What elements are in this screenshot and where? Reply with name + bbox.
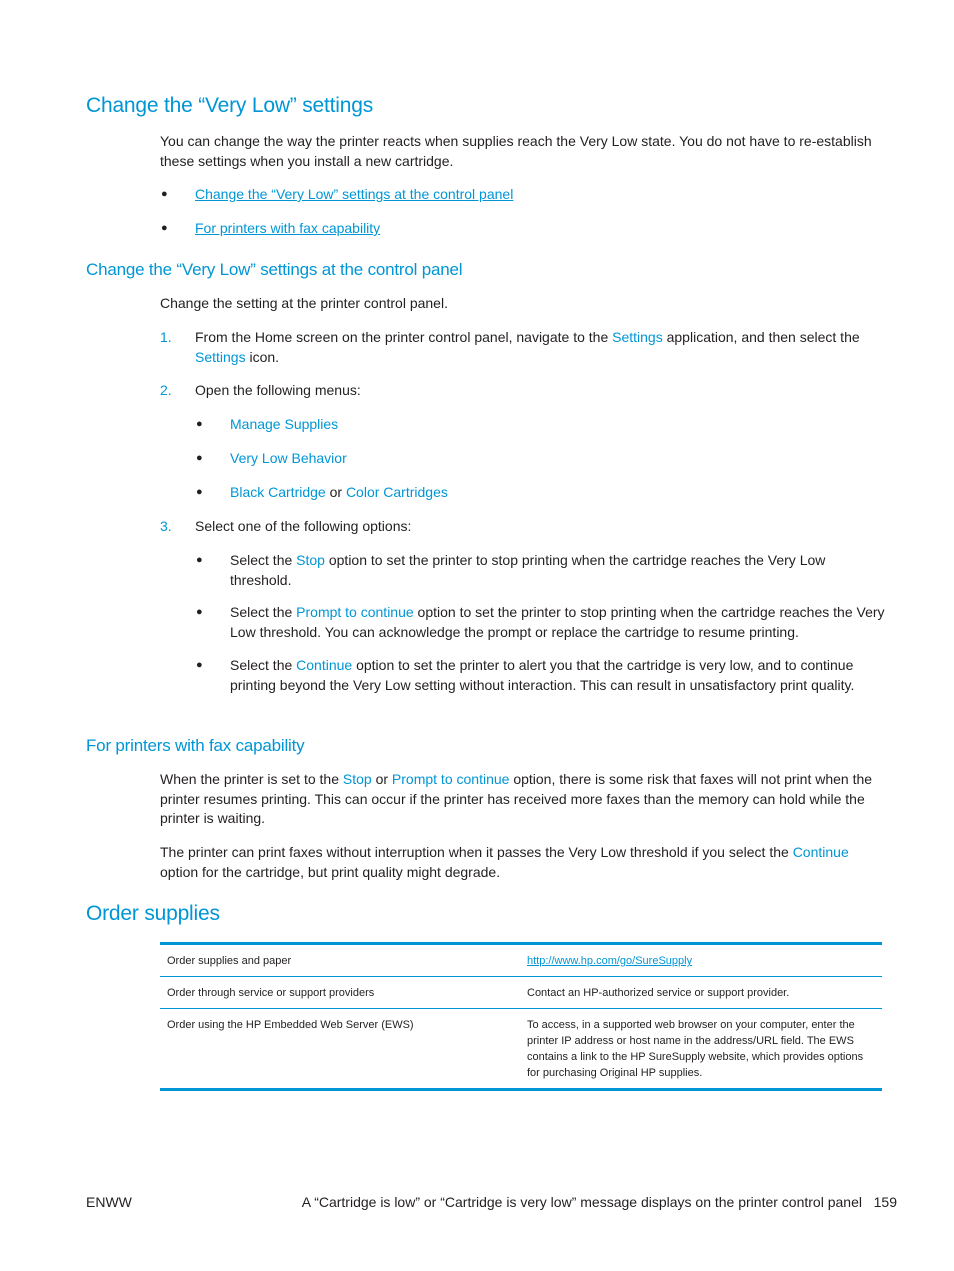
step-number: 3. [160,518,172,534]
section-title-very-low-settings: Change the “Very Low” settings [86,94,373,117]
footer-left-label: ENWW [86,1194,132,1210]
menu-cartridge-choice: Black Cartridge or Color Cartridges [230,484,448,500]
table-cell-value [520,944,882,977]
bullet-icon: ● [161,188,168,200]
subsection-title-control-panel: Change the “Very Low” settings at the control panel [86,260,463,279]
table-cell-label: Order supplies and paper [167,955,292,967]
table-cell-value: Contact an HP-authorized service or support provider. [520,977,882,1009]
bullet-icon: ● [196,554,203,566]
step-1-text: From the Home screen on the printer control panel, navigate to the Settings application, and then select the Settings icon. [195,329,860,365]
option-continue: Select the Continue option to set the printer to alert you that the cartridge is very low, and to continue printing beyond the Very Low setting without interaction. This can result in unsatisfactory print quality. [230,657,855,693]
bullet-icon: ● [196,452,203,464]
step-2-text: Open the following menus: [195,382,361,398]
bullet-icon: ● [196,418,203,430]
fax-paragraph-2: The printer can print faxes without interruption when it passes the Very Low threshold if you select the Continue option for the cartridge, but print quality might degrade. [160,844,849,880]
table-cell-label: Order through service or support providers [160,977,520,1009]
footer-title: A “Cartridge is low” or “Cartridge is very low” message displays on the printer control panel 159 [301,1194,897,1210]
bullet-icon: ● [196,606,203,618]
table-cell-label: Order using the HP Embedded Web Server (EWS) [160,1009,520,1090]
menu-manage-supplies: Manage Supplies [230,416,339,432]
option-stop: Select the Stop option to set the printer to stop printing when the cartridge reaches the Very Low threshold. [230,552,826,588]
section-title-order-supplies: Order supplies [86,902,220,925]
table-row [160,1009,882,1090]
settings-app-term: Settings [612,329,663,345]
table-cell-value: To access, in a supported web browser on your computer, enter the printer IP address or host name in the address/URL field. The EWS contains a link to the HP SureSupply website, which provides options for purchasing Original HP supplies. [520,1009,882,1090]
option-prompt-to-continue: Select the Prompt to continue option to set the printer to stop printing when the cartridge reaches the Very Low threshold. You can acknowledge the prompt or replace the cartridge to resume printing. [230,604,885,640]
fax-paragraph-1: When the printer is set to the Stop or Prompt to continue option, there is some risk that faxes will not print when the printer resumes printing. This can occur if the printer has received more faxes than the memory can hold while the printer is waiting. [160,771,873,826]
suresupply-link[interactable]: http://www.hp.com/go/SureSupply [527,955,693,967]
bullet-icon: ● [196,659,203,671]
link-control-panel-section[interactable]: Change the “Very Low” settings at the control panel [195,186,514,202]
page-number: 159 [873,1194,897,1210]
table-row [160,977,882,1009]
order-supplies-table [160,942,882,1091]
table-row [160,944,882,977]
link-fax-section[interactable]: For printers with fax capability [195,220,381,236]
step-3-text: Select one of the following options: [195,518,412,534]
step-number: 1. [160,329,172,345]
step-number: 2. [160,382,172,398]
subsection-title-fax: For printers with fax capability [86,736,305,755]
settings-icon-term: Settings [195,348,246,365]
menu-very-low-behavior: Very Low Behavior [230,450,347,466]
bullet-icon: ● [196,486,203,498]
subsection-intro: Change the setting at the printer control panel. [160,295,448,311]
bullet-icon: ● [161,222,168,234]
section-intro: You can change the way the printer reacts when supplies reach the Very Low state. You do not have to re-establish these settings when you install a new cartridge. [160,133,872,169]
